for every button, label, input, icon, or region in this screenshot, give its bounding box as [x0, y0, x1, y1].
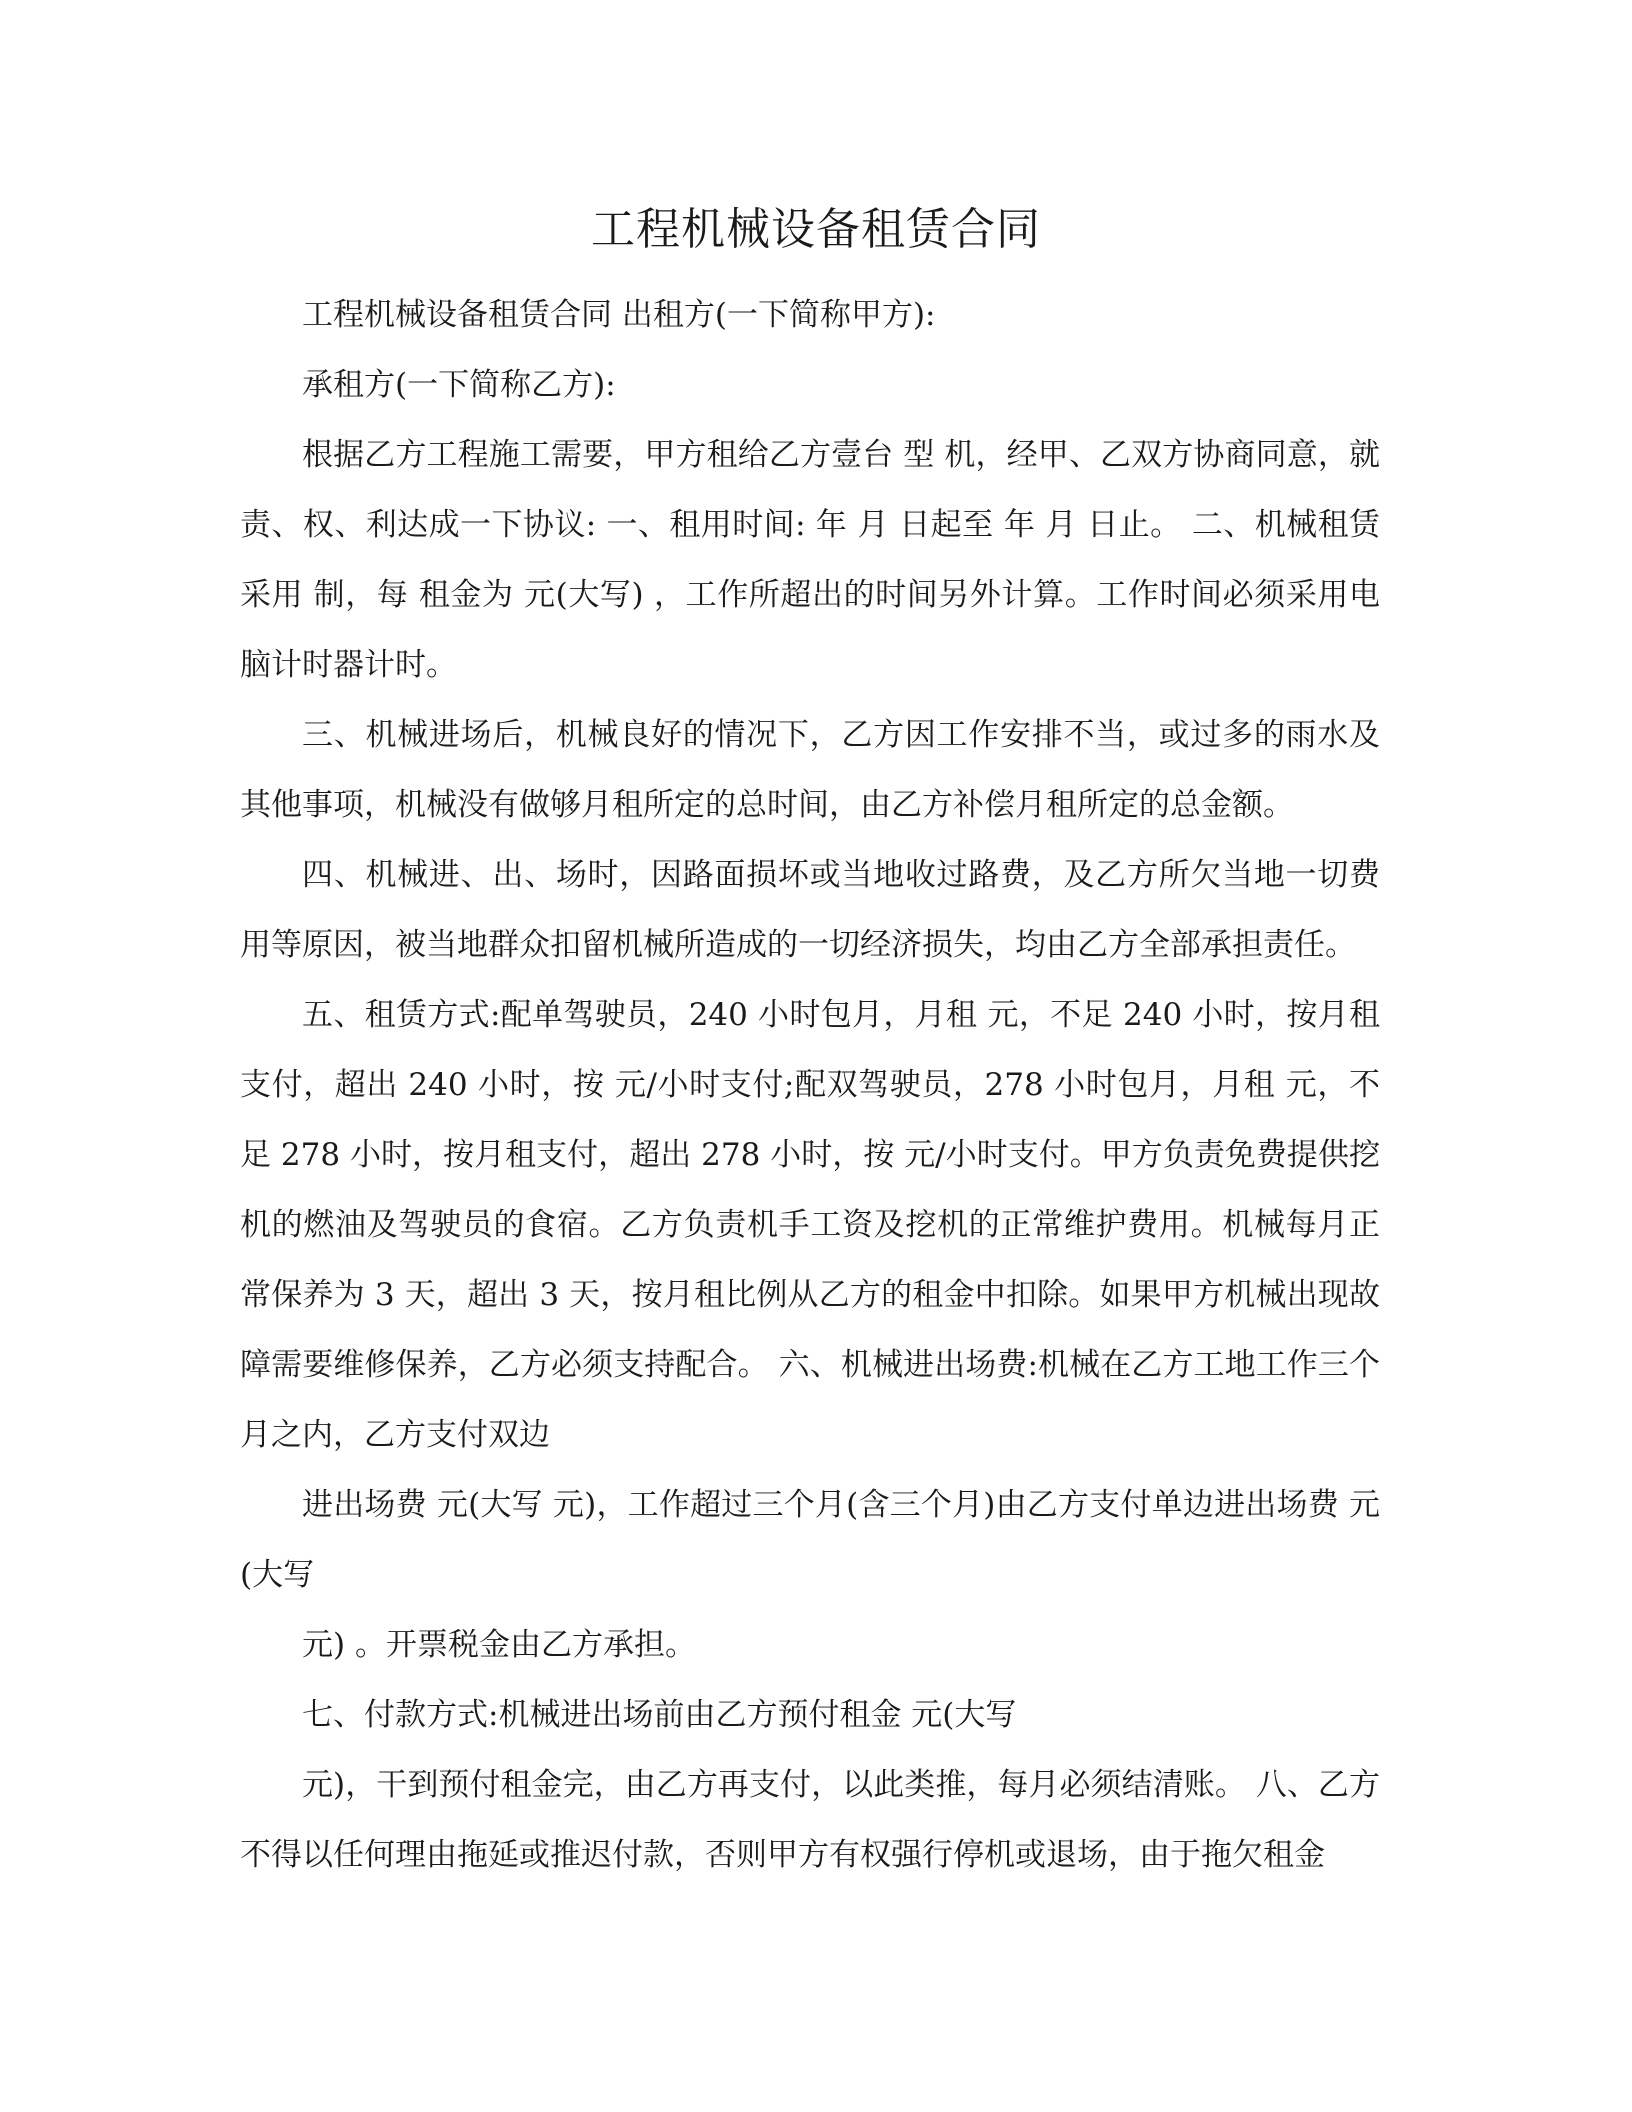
- paragraph-clauses-5-6: 五、租赁方式:配单驾驶员，240 小时包月，月租 元，不足 240 小时，按月租支付，超出 240 小时，按 元/小时支付;配双驾驶员，278 小时包月，月租 元，不足 278 小时，按月租支付，超出 278 小时，按 元/小时支付。甲方负责免费提供挖机的燃油及驾驶员的食宿。乙方负责机手工资及挖机的正常维护费用。机械每月正常保养为 3 天，超出 3 天，按月租比例从乙方的租金中扣除。如果甲方机械出现故障需要维修保养，乙方必须支持配合。 六、机械进出场费:机械在乙方工地工作三个月之内，乙方支付双边: [240, 997, 1380, 1453]
- paragraph-entry-fee: 进出场费 元(大写 元)，工作超过三个月(含三个月)由乙方支付单边进出场费 元(大写: [240, 1487, 1380, 1593]
- paragraph-clause-3: 三、机械进场后，机械良好的情况下，乙方因工作安排不当，或过多的雨水及其他事项，机械没有做够月租所定的总时间，由乙方补偿月租所定的总金额。: [240, 717, 1380, 823]
- document-body: [240, 280, 1380, 1890]
- paragraph-lessee: 承租方(一下简称乙方):: [302, 367, 616, 403]
- paragraph-clauses-1-2: 根据乙方工程施工需要，甲方租给乙方壹台 型 机，经甲、乙双方协商同意，就责、权、利达成一下协议: 一、租用时间: 年 月 日起至 年 月 日止。 二、机械租赁采用 制，每 租金为 元(大写) ，工作所超出的时间另外计算。工作时间必须采用电脑计时器计时。: [240, 437, 1380, 683]
- document-title: 工程机械设备租赁合同: [591, 204, 1041, 255]
- paragraph-clause-7: 七、付款方式:机械进出场前由乙方预付租金 元(大写: [302, 1697, 1017, 1733]
- paragraph-tax: 元) 。开票税金由乙方承担。: [302, 1627, 696, 1663]
- paragraph-clause-4: 四、机械进、出、场时，因路面损坏或当地收过路费，及乙方所欠当地一切费用等原因，被当地群众扣留机械所造成的一切经济损失，均由乙方全部承担责任。: [240, 857, 1380, 963]
- paragraph-header-lessor: 工程机械设备租赁合同 出租方(一下简称甲方):: [302, 297, 936, 333]
- paragraph-clause-8: 元)，干到预付租金完，由乙方再支付，以此类推，每月必须结清账。 八、乙方不得以任何理由拖延或推迟付款，否则甲方有权强行停机或退场，由于拖欠租金: [240, 1767, 1380, 1873]
